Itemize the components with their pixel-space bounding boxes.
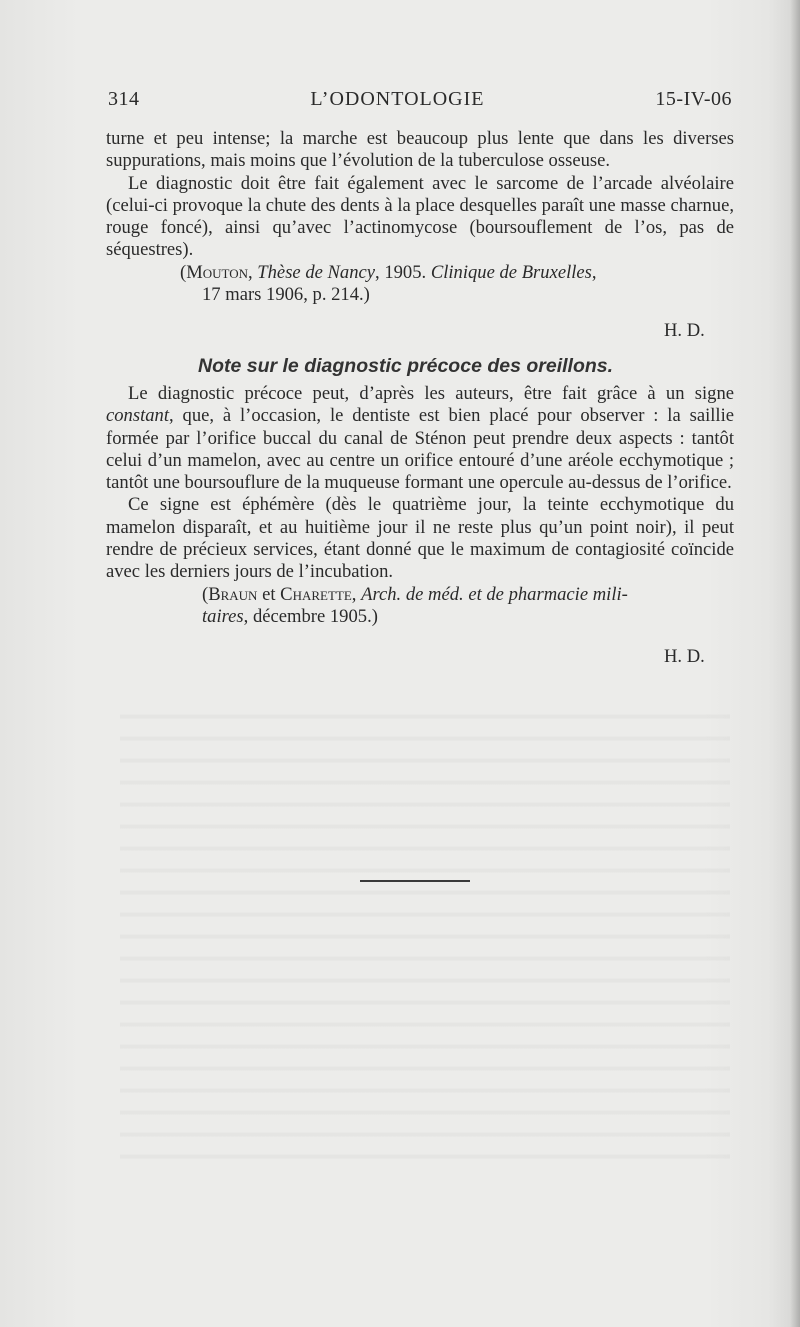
citation-work: Thèse de Nancy [257, 261, 376, 283]
emphasis-constant: constant [106, 405, 170, 427]
section-divider-rule [360, 880, 470, 882]
article-1-signature: H. D. [664, 320, 705, 341]
page-edge-shadow [790, 0, 800, 1327]
citation-author: Mouton [186, 261, 248, 283]
article-2-signature: H. D. [664, 646, 705, 667]
article-2-paragraph-2: Ce signe est éphémère (dès le quatrième jour, la teinte ecchymotique du mamelon disparaît, et au huitième jour il ne reste plus qu’un point noir), il peut rendre de précieux services, étant donné que le maximum de contagiosité coïncide avec les derniers jours de l’incubation. [106, 494, 734, 583]
citation-journal: Clinique de Bruxelles [430, 261, 592, 283]
citation-journal: Arch. de méd. et de pharmacie mili- [361, 583, 628, 605]
article-2-body [106, 383, 734, 628]
citation-author-2: Charette [280, 583, 352, 605]
article-1-citation-cont: 17 mars 1906, p. 214.) [202, 284, 370, 306]
article-2-citation-cont: taires, décembre 1905.) [202, 605, 378, 627]
article-1-body [106, 128, 734, 306]
running-header [108, 88, 732, 111]
issue-date: 15-IV-06 [655, 88, 732, 110]
article-1-citation: (Mouton, Thèse de Nancy, 1905. Clinique de Bruxelles, [180, 261, 597, 283]
show-through-texture [120, 700, 730, 1160]
article-1-paragraph-1: turne et peu intense; la marche est beaucoup plus lente que dans les diverses suppurations, mais moins que l’évolution de la tuberculose osseuse. [106, 128, 734, 172]
article-2-paragraph-1: Le diagnostic précoce peut, d’après les auteurs, être fait grâce à un signe constant, que, à l’occasion, le dentiste est bien placé pour observer : la saillie formée par l’orifice buccal du canal de Sténon peut prendre deux aspects : tantôt celui d’un mamelon, avec au centre un orifice entouré d’une aréole ecchymotique ; tantôt une boursouflure de la muqueuse formant une opercule au-dessus de l’orifice. [106, 383, 734, 494]
article-1-paragraph-2: Le diagnostic doit être fait également avec le sarcome de l’arcade alvéolaire (celui-ci provoque la chute des dents à la place desquelles paraît une masse charnue, rouge foncé), ainsi qu’avec l’actinomycose (boursouflement de l’os, pas de séquestres). [106, 172, 734, 261]
article-2-citation: (Braun et Charette, Arch. de méd. et de pharmacie mili- [202, 583, 628, 605]
article-2-title: Note sur le diagnostic précoce des oreillons. [198, 355, 614, 377]
page-number: 314 [108, 88, 140, 110]
citation-author-1: Braun [208, 583, 258, 605]
journal-title: L’ODONTOLOGIE [310, 88, 485, 110]
